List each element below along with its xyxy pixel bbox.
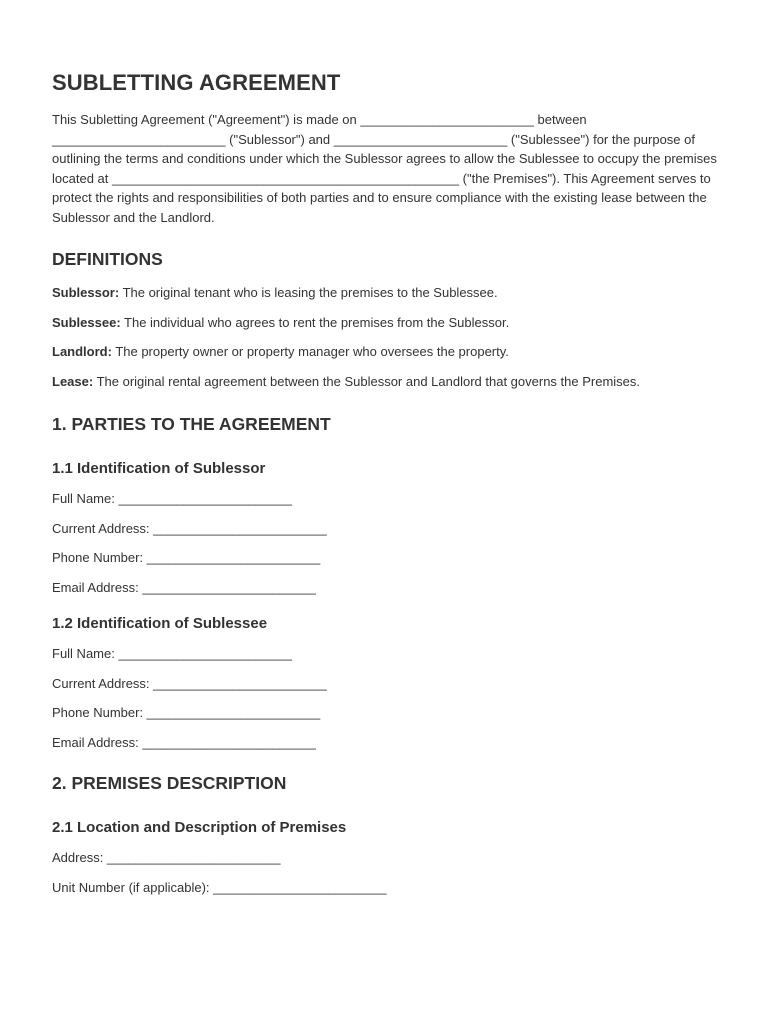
definition-term: Sublessee: bbox=[52, 314, 121, 330]
sublessor-full-name-field: Full Name: ________________________ bbox=[52, 491, 292, 506]
definition-term: Landlord: bbox=[52, 344, 112, 359]
definition-text: The property owner or property manager who oversees the property. bbox=[111, 344, 509, 359]
definition-text: The original rental agreement between the Sublessor and Landlord that governs the Premises. bbox=[93, 373, 641, 389]
sublessor-phone-field: Phone Number: ________________________ bbox=[52, 550, 321, 565]
definition-landlord bbox=[52, 342, 720, 362]
sublessor-email-field: Email Address: ________________________ bbox=[52, 579, 316, 595]
definition-text: The individual who agrees to rent the premises from the Sublessor. bbox=[120, 314, 510, 330]
definition-term: Sublessor: bbox=[52, 285, 120, 300]
premises-unit-number-field: Unit Number (if applicable): ________________________ bbox=[52, 879, 387, 895]
section-2-1-heading: 2.1 Location and Description of Premises bbox=[52, 819, 347, 836]
premises-address-field: Address: ________________________ bbox=[52, 850, 281, 865]
sublessee-address-field: Current Address: ________________________ bbox=[52, 675, 327, 691]
sublessor-address-field: Current Address: ________________________ bbox=[52, 520, 327, 536]
definitions-heading: DEFINITIONS bbox=[52, 249, 163, 269]
intro-paragraph: This Subletting Agreement ("Agreement") is made on ________________________ between ________________________ ("Sublessor") and ________________________ ("Sublessee") for the purpose of outlining the terms and conditions under which the Sublessor agrees to allow the Sublessee to occupy the premises located at ________________________________________________ ("the Premises"). This Agreement serves to protect the rights and responsibilities of both parties and to ensure compliance with the existing lease between the Sublessor and the Landlord. bbox=[52, 112, 717, 225]
definition-sublessor bbox=[52, 283, 720, 303]
section-2-heading: 2. PREMISES DESCRIPTION bbox=[52, 773, 287, 793]
sublessee-phone-field: Phone Number: ________________________ bbox=[52, 705, 321, 720]
section-1-heading: 1. PARTIES TO THE AGREEMENT bbox=[52, 414, 331, 434]
definition-sublessee bbox=[52, 313, 720, 333]
section-1-2-heading: 1.2 Identification of Sublessee bbox=[52, 615, 268, 632]
definition-term: Lease: bbox=[52, 373, 94, 389]
document-page bbox=[52, 70, 720, 897]
section-1-1-heading: 1.1 Identification of Sublessor bbox=[52, 460, 266, 477]
sublessee-email-field: Email Address: ________________________ bbox=[52, 734, 316, 750]
sublessee-full-name-field: Full Name: ________________________ bbox=[52, 646, 292, 661]
definition-lease bbox=[52, 372, 720, 392]
definition-text: The original tenant who is leasing the premises to the Sublessee. bbox=[119, 285, 498, 300]
document-title: SUBLETTING AGREEMENT bbox=[52, 70, 341, 95]
